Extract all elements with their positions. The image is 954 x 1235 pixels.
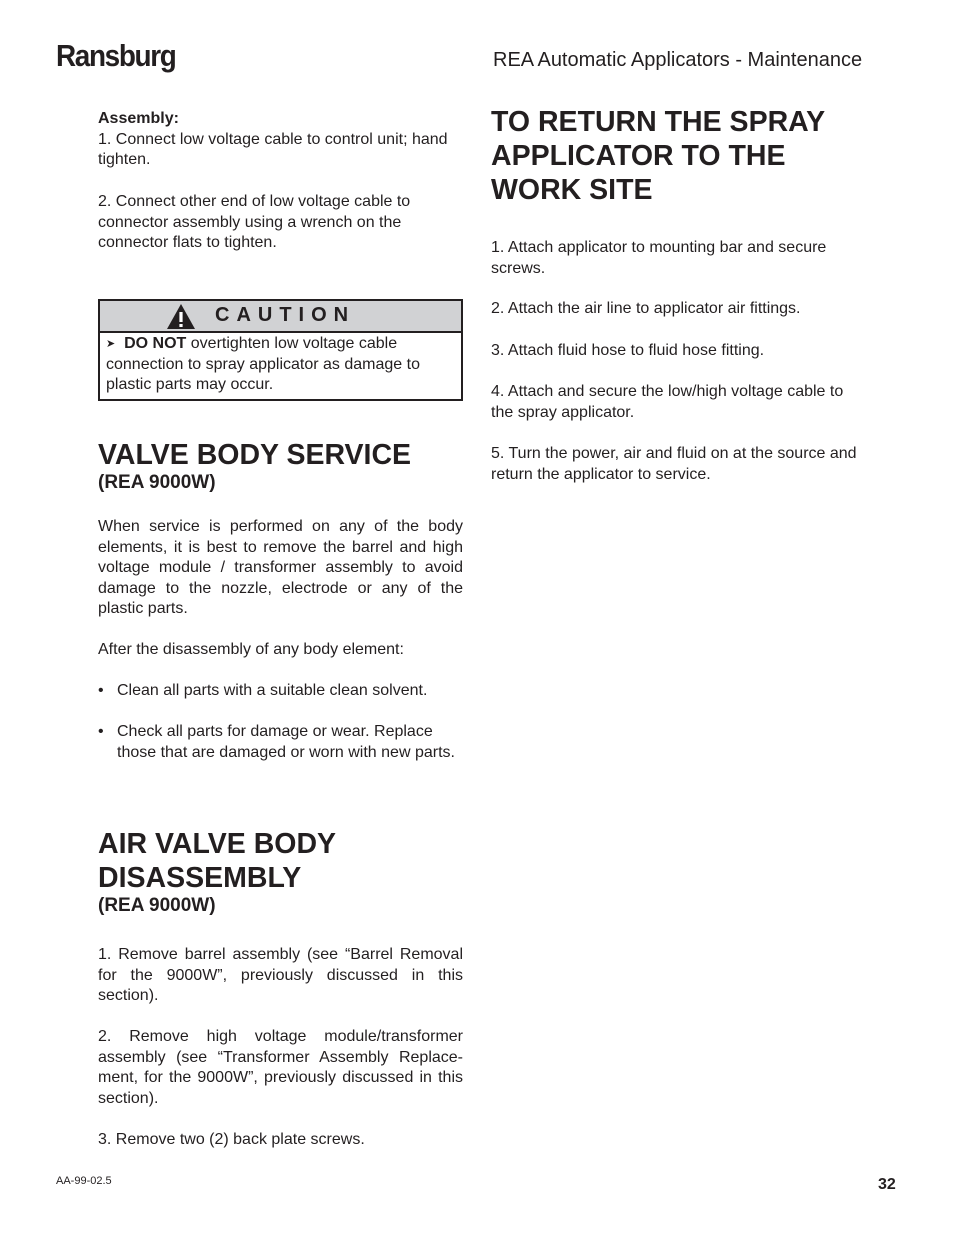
list-item [491, 382, 861, 423]
return-step-4: 4. Attach and secure the low/high voltage cable to the spray applicator. [491, 383, 844, 421]
list-item [491, 341, 861, 362]
return-title-line-2: APPLICATOR TO THE [491, 140, 786, 172]
assembly-step-2: 2. Connect other end of low voltage cable to connector assembly using a wrench on the connector flats to tighten. [98, 193, 411, 252]
bullet-text: Check all parts for damage or wear. Replace those that are damaged or worn with new parts. [117, 723, 455, 761]
valve-body-service-subtitle: (REA 9000W) [98, 472, 216, 493]
return-step-3: 3. Attach fluid hose to fluid hose fitting. [491, 342, 765, 359]
air-valve-heading [98, 827, 463, 917]
caution-text: overtighten low voltage cable connection to spray applicator as damage to plastic parts may occur. [106, 335, 420, 393]
caution-emphasis: DO NOT [124, 335, 187, 352]
document-code: AA-99-02.5 [56, 1175, 112, 1187]
air-valve-step-2: 2. Remove high voltage module/transformer assembly (see “Transformer Assembly Replace-ment, for the 9000W”, previously discussed in this section). [98, 1028, 463, 1107]
assembly-step-1: 1. Connect low voltage cable to control unit; hand tighten. [98, 130, 448, 169]
list-item [491, 238, 861, 279]
air-valve-subtitle: (REA 9000W) [98, 895, 216, 916]
return-section-heading [491, 105, 871, 207]
assembly-heading: Assembly: [98, 110, 179, 127]
assembly-section [98, 109, 463, 171]
header-title: REA Automatic Applicators - Maintenance [493, 49, 863, 71]
valve-body-service-para-1-block [98, 517, 463, 620]
caution-body [100, 333, 461, 396]
air-valve-step-3-block [98, 1130, 463, 1151]
brand-logo: Ransburg [56, 38, 176, 73]
caution-box [98, 299, 463, 401]
valve-body-service-para-2-block [98, 640, 463, 661]
caution-header [100, 301, 461, 333]
list-item [491, 444, 861, 485]
list-item: • Check all parts for damage or wear. Replace those that are damaged or worn with new parts. [98, 723, 455, 761]
list-item: • Clean all parts with a suitable clean solvent. [98, 682, 428, 699]
bullet-text: Clean all parts with a suitable clean solvent. [117, 682, 428, 699]
air-valve-step-1: 1. Remove barrel assembly (see “Barrel Removal for the 9000W”, previously discussed in this section). [98, 946, 463, 1005]
arrow-bullet-icon: ➤ [106, 338, 116, 350]
return-step-2: 2. Attach the air line to applicator air fittings. [491, 300, 801, 317]
air-valve-title-line-2: DISASSEMBLY [98, 862, 302, 894]
return-step-1: 1. Attach applicator to mounting bar and secure screws. [491, 239, 827, 277]
page-number: 32 [878, 1176, 896, 1193]
return-title-line-3: WORK SITE [491, 174, 653, 206]
air-valve-title-line-1: AIR VALVE BODY [98, 828, 337, 860]
valve-body-service-heading [98, 438, 463, 494]
warning-triangle-icon [166, 303, 196, 335]
list-item [491, 299, 861, 320]
air-valve-step-3: 3. Remove two (2) back plate screws. [98, 1131, 365, 1148]
return-title-line-1: TO RETURN THE SPRAY [491, 106, 826, 138]
valve-body-service-para-1: When service is performed on any of the body elements, it is best to remove the barrel and high voltage module / transformer assembly to avoid damage to the nozzle, electrode or any of the plastic parts. [98, 518, 463, 618]
return-step-5: 5. Turn the power, air and fluid on at the source and return the applicator to service. [491, 445, 857, 483]
valve-body-service-para-2: After the disassembly of any body element: [98, 641, 404, 658]
caution-label: CAUTION [215, 304, 356, 326]
valve-body-service-title: VALVE BODY SERVICE [98, 439, 412, 471]
air-valve-step-2-block [98, 1027, 463, 1109]
assembly-step-2-block [98, 192, 463, 254]
air-valve-step-1-block [98, 945, 463, 1007]
